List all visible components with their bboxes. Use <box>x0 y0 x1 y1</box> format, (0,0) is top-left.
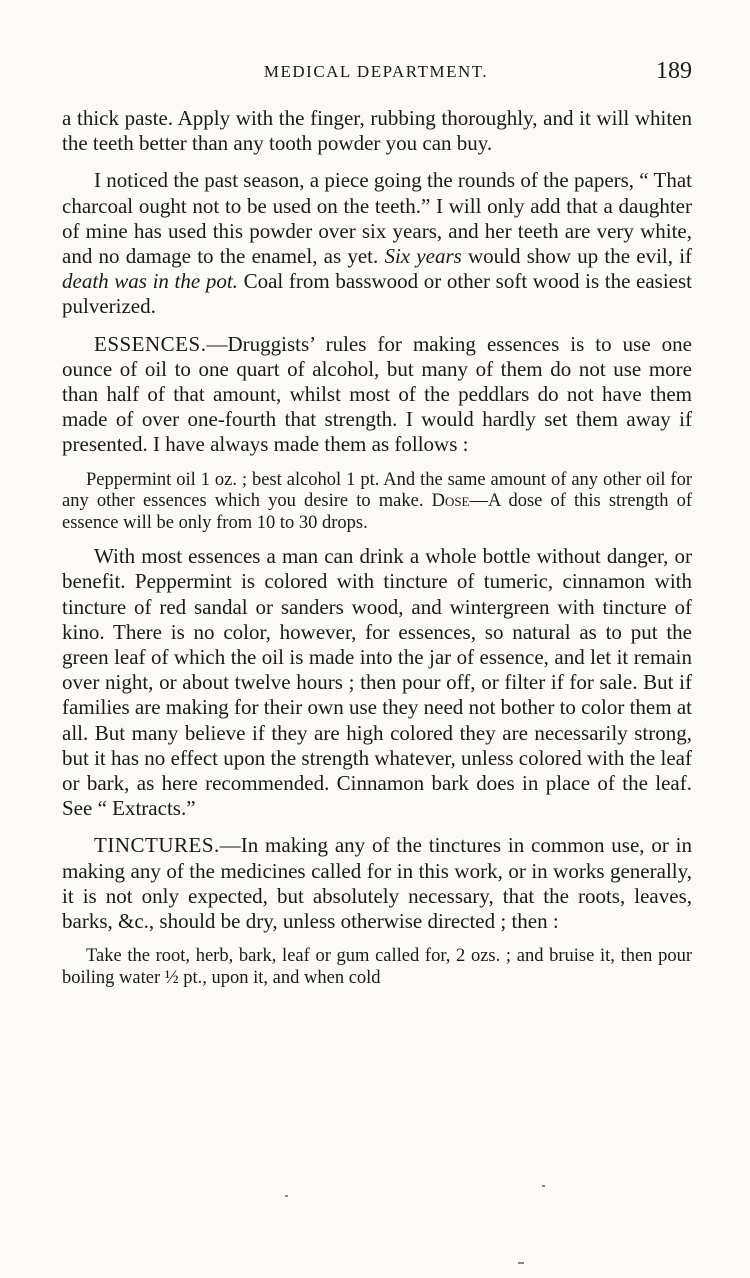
paragraph-tinctures <box>62 833 692 934</box>
page-body <box>62 106 692 989</box>
charcoal-note-text-1: I noticed the past season, a piece going the rounds of the papers, “ That charcoal ought not to be used on the teeth.” I will only add that a daughter of mine has used this powder over six years, and her teeth are very white, and no damage to the enamel, as yet. <box>62 168 692 269</box>
tinctures-text: —In making any of the tinctures in common use, or in making any of the medicines called for in this work, or in works generally, it is not only expected, but absolutely necessary, that the roots, leaves, barks, &c., should be dry, unless otherwise directed ; then : <box>62 833 692 933</box>
page-number: 189 <box>656 58 692 84</box>
running-head: MEDICAL DEPARTMENT. <box>263 62 489 81</box>
paragraph-essences <box>62 332 692 458</box>
recipe-tincture: Take the root, herb, bark, leaf or gum called for, 2 ozs. ; and bruise it, then pour boiling water ½ pt., upon it, and when cold <box>62 946 692 988</box>
charcoal-note-text-2: would show up the evil, if <box>468 244 693 269</box>
essences-text: —Druggists’ rules for making essences is to use one ounce of oil to one quart of alcohol, but many of them do not use more than half of that amount, whilst most of the peddlars do not have them made of over one-fourth that strength. I would hardly set them away if presented. I have always made them as follows : <box>62 331 692 457</box>
page-header <box>60 60 692 88</box>
paper-speck <box>542 1185 545 1187</box>
essences-heading: ESSENCES. <box>94 331 207 356</box>
paper-speck <box>518 1262 524 1264</box>
paragraph-essence-coloring: With most essences a man can drink a whole bottle without danger, or benefit. Peppermint is colored with tincture of tumeric, cinnamon with tincture of red sandal or sanders wood, and wintergreen with tincture of kino. There is no color, however, for essences, so natural as to put the green leaf of which the oil is made into the jar of essence, and let it remain over night, or about twelve hours ; then pour off, or filter if for sale. But if families are making for their own use they need not bother to color them at all. But many believe if they are high colored they are necessarily strong, but it has no effect upon the strength whatever, unless colored with the leaf or bark, as here recommended. Cinnamon bark does in place of the leaf. See “ Extracts.” <box>62 544 692 821</box>
paragraph-charcoal-note <box>62 168 692 319</box>
charcoal-note-text-3: Coal from basswood or other soft wood is the easiest pulverized. <box>62 269 693 319</box>
paragraph-tooth-paste: a thick paste. Apply with the finger, rubbing thoroughly, and it will whiten the teeth better than any tooth powder you can buy. <box>62 106 692 156</box>
paper-speck <box>285 1195 288 1197</box>
tinctures-heading: TINCTURES. <box>94 833 220 858</box>
dose-label: Dose <box>431 491 470 512</box>
charcoal-note-italic-2: death was in the pot. <box>62 269 238 294</box>
recipe-peppermint-text: Peppermint oil 1 oz. ; best alcohol 1 pt. And the same amount of any other oil for any other essences which you desire to make. <box>62 469 692 512</box>
recipe-peppermint <box>62 470 692 535</box>
dose-text: —A dose of this strength of essence will be only from 10 to 30 drops. <box>62 491 692 533</box>
charcoal-note-italic-1: Six years <box>384 244 462 269</box>
